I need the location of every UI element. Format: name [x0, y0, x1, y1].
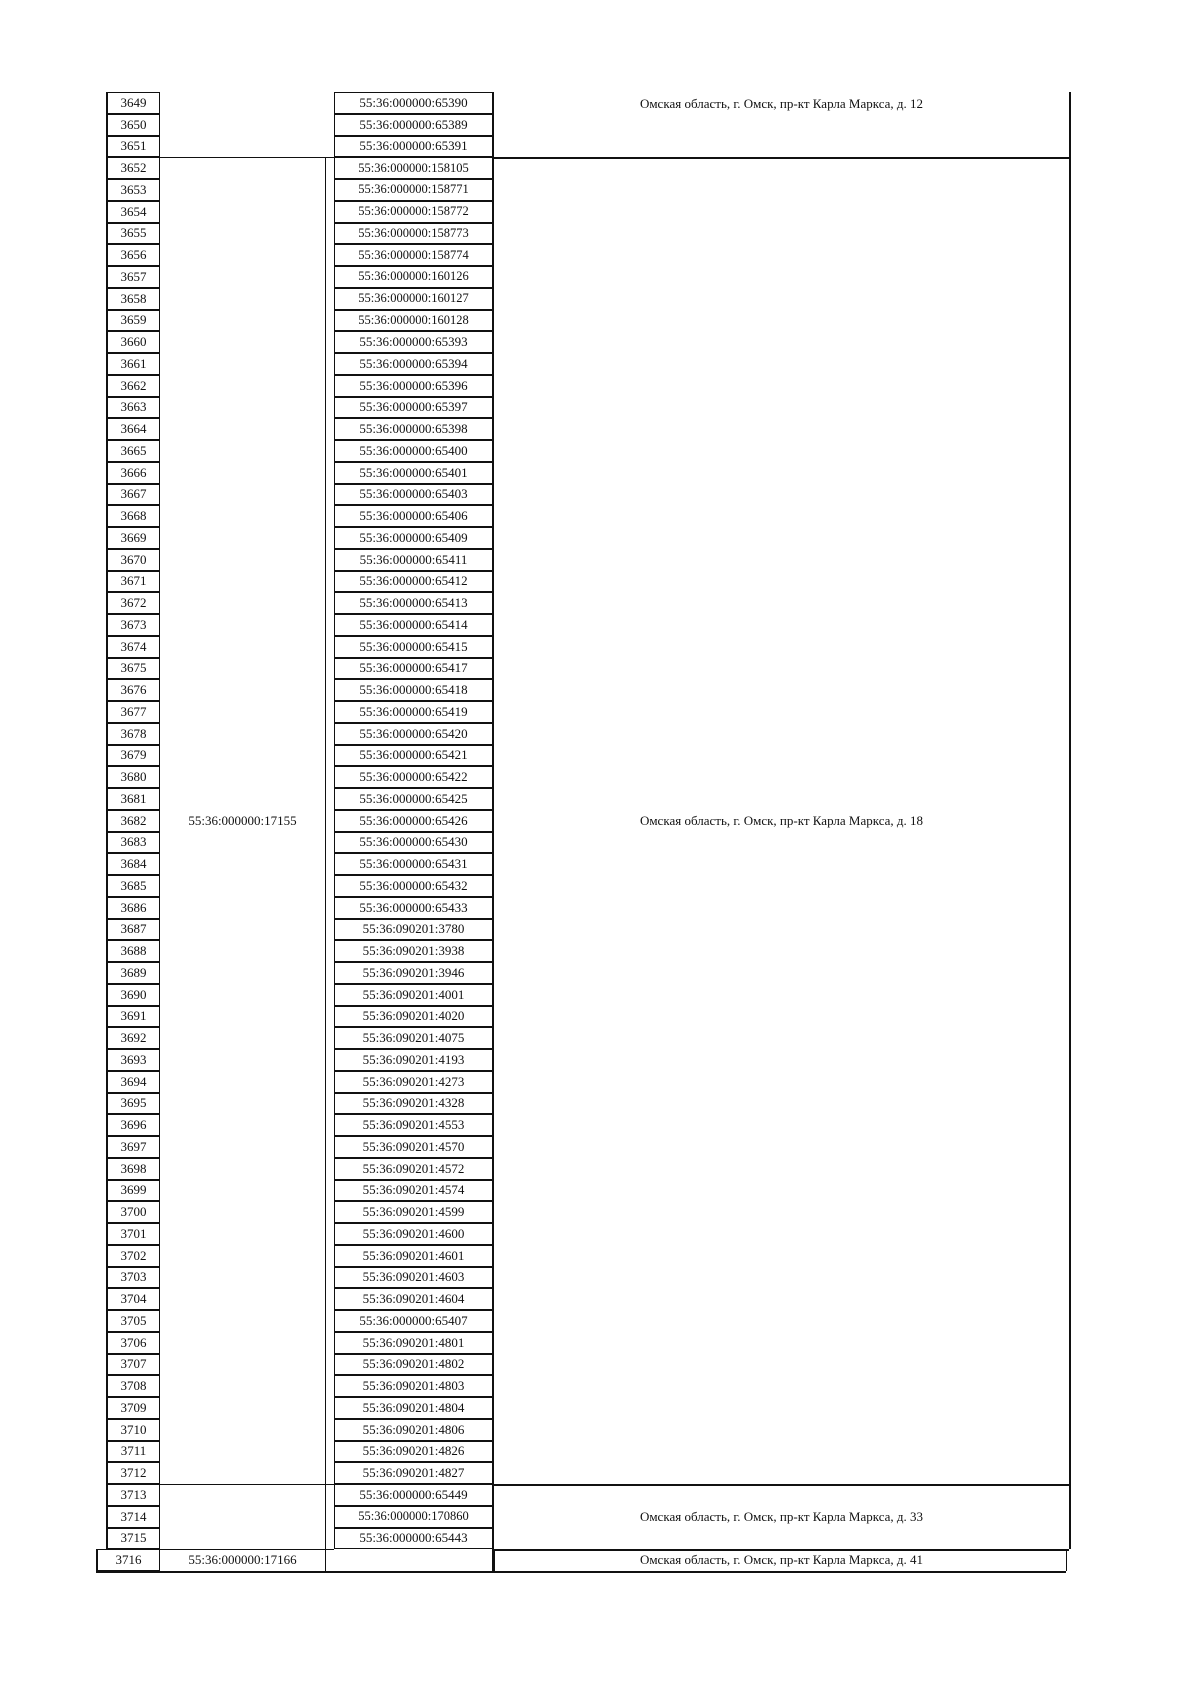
cadastral-number: 55:36:000000:65413 — [334, 592, 494, 614]
cadastral-number: 55:36:000000:65414 — [334, 614, 494, 636]
cadastral-number: 55:36:000000:65411 — [334, 549, 494, 571]
cadastral-number: 55:36:000000:65393 — [334, 331, 494, 353]
parcel-number: 55:36:000000:17166 — [188, 1552, 297, 1568]
row-number: 3655 — [106, 223, 160, 245]
row-number: 3660 — [106, 331, 160, 353]
cadastral-number: 55:36:090201:4803 — [334, 1375, 494, 1397]
cadastral-number: 55:36:000000:65397 — [334, 397, 494, 419]
cadastral-number: 55:36:000000:65431 — [334, 853, 494, 875]
row-number: 3678 — [106, 723, 160, 745]
cadastral-number: 55:36:090201:4001 — [334, 984, 494, 1006]
group-separator-address — [494, 1484, 1069, 1486]
cadastral-number: 55:36:000000:65421 — [334, 745, 494, 767]
cadastral-number: 55:36:090201:4827 — [334, 1462, 494, 1484]
row-number: 3716 — [96, 1549, 160, 1571]
row-number: 3656 — [106, 244, 160, 266]
cadastral-number: 55:36:090201:3780 — [334, 919, 494, 941]
cadastral-number: 55:36:000000:65443 — [334, 1528, 494, 1550]
row-number: 3691 — [106, 1006, 160, 1028]
row-number: 3682 — [106, 810, 160, 832]
cadastral-number: 55:36:090201:4601 — [334, 1245, 494, 1267]
cadastral-number: 55:36:000000:65390 — [334, 92, 494, 114]
group-separator-parcel — [160, 1549, 334, 1550]
row-number: 3686 — [106, 897, 160, 919]
cadastral-number: 55:36:090201:4574 — [334, 1180, 494, 1202]
address: Омская область, г. Омск, пр-кт Карла Маркса, д. 18 — [639, 812, 924, 828]
row-number: 3653 — [106, 179, 160, 201]
row-number: 3676 — [106, 679, 160, 701]
cadastral-number: 55:36:090201:4553 — [334, 1114, 494, 1136]
cadastral-number: 55:36:000000:65409 — [334, 527, 494, 549]
row-number: 3688 — [106, 940, 160, 962]
row-number: 3712 — [106, 1462, 160, 1484]
row-number: 3681 — [106, 788, 160, 810]
cadastral-number: 55:36:090201:4020 — [334, 1006, 494, 1028]
row-number: 3698 — [106, 1158, 160, 1180]
cadastral-number: 55:36:090201:4273 — [334, 1071, 494, 1093]
group-separator-address — [494, 157, 1069, 159]
cadastral-number: 55:36:000000:65401 — [334, 462, 494, 484]
cadastral-number: 55:36:000000:160127 — [334, 288, 494, 310]
row-number: 3652 — [106, 157, 160, 179]
cadastral-number: 55:36:090201:4600 — [334, 1223, 494, 1245]
cadastral-number: 55:36:000000:65400 — [334, 440, 494, 462]
cadastral-number: 55:36:090201:4826 — [334, 1441, 494, 1463]
cadastral-number: 55:36:000000:65422 — [334, 766, 494, 788]
cadastral-number: 55:36:000000:158774 — [334, 244, 494, 266]
row-number: 3649 — [106, 92, 160, 114]
row-number: 3707 — [106, 1354, 160, 1376]
cadastral-number: 55:36:000000:65396 — [334, 375, 494, 397]
row-number: 3702 — [106, 1245, 160, 1267]
row-number: 3706 — [106, 1332, 160, 1354]
cadastral-number: 55:36:000000:65389 — [334, 114, 494, 136]
row-number: 3662 — [106, 375, 160, 397]
row-number: 3694 — [106, 1071, 160, 1093]
parcel-number — [160, 92, 325, 157]
row-number: 3680 — [106, 766, 160, 788]
row-number: 3689 — [106, 962, 160, 984]
row-number: 3705 — [106, 1310, 160, 1332]
cadastral-number: 55:36:090201:4603 — [334, 1267, 494, 1289]
last-row-rule-1 — [325, 1549, 326, 1571]
row-number: 3708 — [106, 1375, 160, 1397]
cadastral-number: 55:36:090201:3946 — [334, 962, 494, 984]
cadastral-number: 55:36:000000:65449 — [334, 1484, 494, 1506]
column-rule-parcel — [325, 157, 326, 1571]
group-separator-parcel — [160, 157, 334, 158]
cadastral-number: 55:36:000000:65394 — [334, 353, 494, 375]
cadastral-number: 55:36:000000:158773 — [334, 223, 494, 245]
row-number: 3677 — [106, 701, 160, 723]
cadastral-number: 55:36:000000:65391 — [334, 136, 494, 158]
row-number: 3651 — [106, 136, 160, 158]
cadastral-number: 55:36:000000:158772 — [334, 201, 494, 223]
cadastral-number: 55:36:090201:4570 — [334, 1136, 494, 1158]
row-number: 3659 — [106, 310, 160, 332]
cadastral-number: 55:36:000000:65426 — [334, 810, 494, 832]
row-number: 3664 — [106, 418, 160, 440]
cadastral-number: 55:36:000000:65406 — [334, 505, 494, 527]
row-number: 3670 — [106, 549, 160, 571]
address: Омская область, г. Омск, пр-кт Карла Маркса, д. 41 — [639, 1552, 924, 1568]
row-number: 3668 — [106, 505, 160, 527]
parcel-number: 55:36:000000:17155 — [188, 812, 297, 828]
column-rule-address-right — [1069, 92, 1071, 1549]
row-number: 3663 — [106, 397, 160, 419]
row-number: 3650 — [106, 114, 160, 136]
row-number: 3665 — [106, 440, 160, 462]
row-number: 3700 — [106, 1201, 160, 1223]
row-number: 3661 — [106, 353, 160, 375]
cadastral-number: 55:36:000000:65417 — [334, 658, 494, 680]
cadastral-number: 55:36:090201:4572 — [334, 1158, 494, 1180]
row-number: 3713 — [106, 1484, 160, 1506]
row-number: 3709 — [106, 1397, 160, 1419]
cadastral-number: 55:36:000000:160128 — [334, 310, 494, 332]
row-number: 3710 — [106, 1419, 160, 1441]
row-number: 3667 — [106, 484, 160, 506]
row-number: 3679 — [106, 745, 160, 767]
address: Омская область, г. Омск, пр-кт Карла Маркса, д. 33 — [639, 1508, 924, 1524]
group-separator-parcel — [160, 1484, 334, 1485]
last-row-rule-2 — [494, 1549, 495, 1571]
cadastral-number: 55:36:000000:158771 — [334, 179, 494, 201]
cadastral-number: 55:36:090201:4193 — [334, 1049, 494, 1071]
row-number: 3684 — [106, 853, 160, 875]
row-number: 3666 — [106, 462, 160, 484]
cadastral-number: 55:36:000000:65412 — [334, 571, 494, 593]
cadastral-number: 55:36:000000:65425 — [334, 788, 494, 810]
row-number: 3669 — [106, 527, 160, 549]
row-number: 3715 — [106, 1528, 160, 1550]
row-number: 3714 — [106, 1506, 160, 1528]
group-separator-address — [494, 1549, 1069, 1551]
row-number: 3683 — [106, 832, 160, 854]
parcel-number — [160, 1484, 325, 1549]
cadastral-number: 55:36:000000:65418 — [334, 679, 494, 701]
cadastral-number: 55:36:090201:4806 — [334, 1419, 494, 1441]
cadastral-number: 55:36:090201:4599 — [334, 1201, 494, 1223]
cadastral-number — [334, 1549, 494, 1571]
cadastral-number: 55:36:000000:65432 — [334, 875, 494, 897]
cadastral-number: 55:36:090201:4801 — [334, 1332, 494, 1354]
row-number: 3695 — [106, 1093, 160, 1115]
row-number: 3697 — [106, 1136, 160, 1158]
cadastral-number: 55:36:000000:65430 — [334, 832, 494, 854]
row-number: 3657 — [106, 266, 160, 288]
row-number: 3685 — [106, 875, 160, 897]
cadastral-number: 55:36:000000:65433 — [334, 897, 494, 919]
row-number: 3699 — [106, 1180, 160, 1202]
row-number: 3696 — [106, 1114, 160, 1136]
cadastral-number: 55:36:000000:170860 — [334, 1506, 494, 1528]
cadastral-number: 55:36:000000:65407 — [334, 1310, 494, 1332]
row-number: 3675 — [106, 658, 160, 680]
row-number: 3658 — [106, 288, 160, 310]
cadastral-number: 55:36:090201:4802 — [334, 1354, 494, 1376]
row-number: 3690 — [106, 984, 160, 1006]
cadastral-number: 55:36:000000:160126 — [334, 266, 494, 288]
row-number: 3693 — [106, 1049, 160, 1071]
cadastral-number: 55:36:090201:3938 — [334, 940, 494, 962]
column-rule-address-right-last — [1066, 1549, 1067, 1571]
cadastral-number: 55:36:000000:65403 — [334, 484, 494, 506]
cadastral-number: 55:36:000000:65398 — [334, 418, 494, 440]
table-bottom-border — [96, 1571, 1066, 1573]
row-number: 3673 — [106, 614, 160, 636]
row-number: 3692 — [106, 1027, 160, 1049]
row-number: 3654 — [106, 201, 160, 223]
cadastral-number: 55:36:000000:65419 — [334, 701, 494, 723]
row-number: 3711 — [106, 1441, 160, 1463]
row-number: 3674 — [106, 636, 160, 658]
row-number: 3671 — [106, 571, 160, 593]
row-number: 3703 — [106, 1267, 160, 1289]
cadastral-number: 55:36:090201:4075 — [334, 1027, 494, 1049]
row-number: 3687 — [106, 919, 160, 941]
cadastral-number: 55:36:090201:4804 — [334, 1397, 494, 1419]
row-number: 3704 — [106, 1288, 160, 1310]
row-number: 3672 — [106, 592, 160, 614]
row-number: 3701 — [106, 1223, 160, 1245]
cadastral-number: 55:36:090201:4604 — [334, 1288, 494, 1310]
cadastral-number: 55:36:000000:65415 — [334, 636, 494, 658]
cadastral-number: 55:36:000000:65420 — [334, 723, 494, 745]
cadastral-number: 55:36:000000:158105 — [334, 157, 494, 179]
address: Омская область, г. Омск, пр-кт Карла Маркса, д. 12 — [639, 96, 924, 111]
cadastral-number: 55:36:090201:4328 — [334, 1093, 494, 1115]
